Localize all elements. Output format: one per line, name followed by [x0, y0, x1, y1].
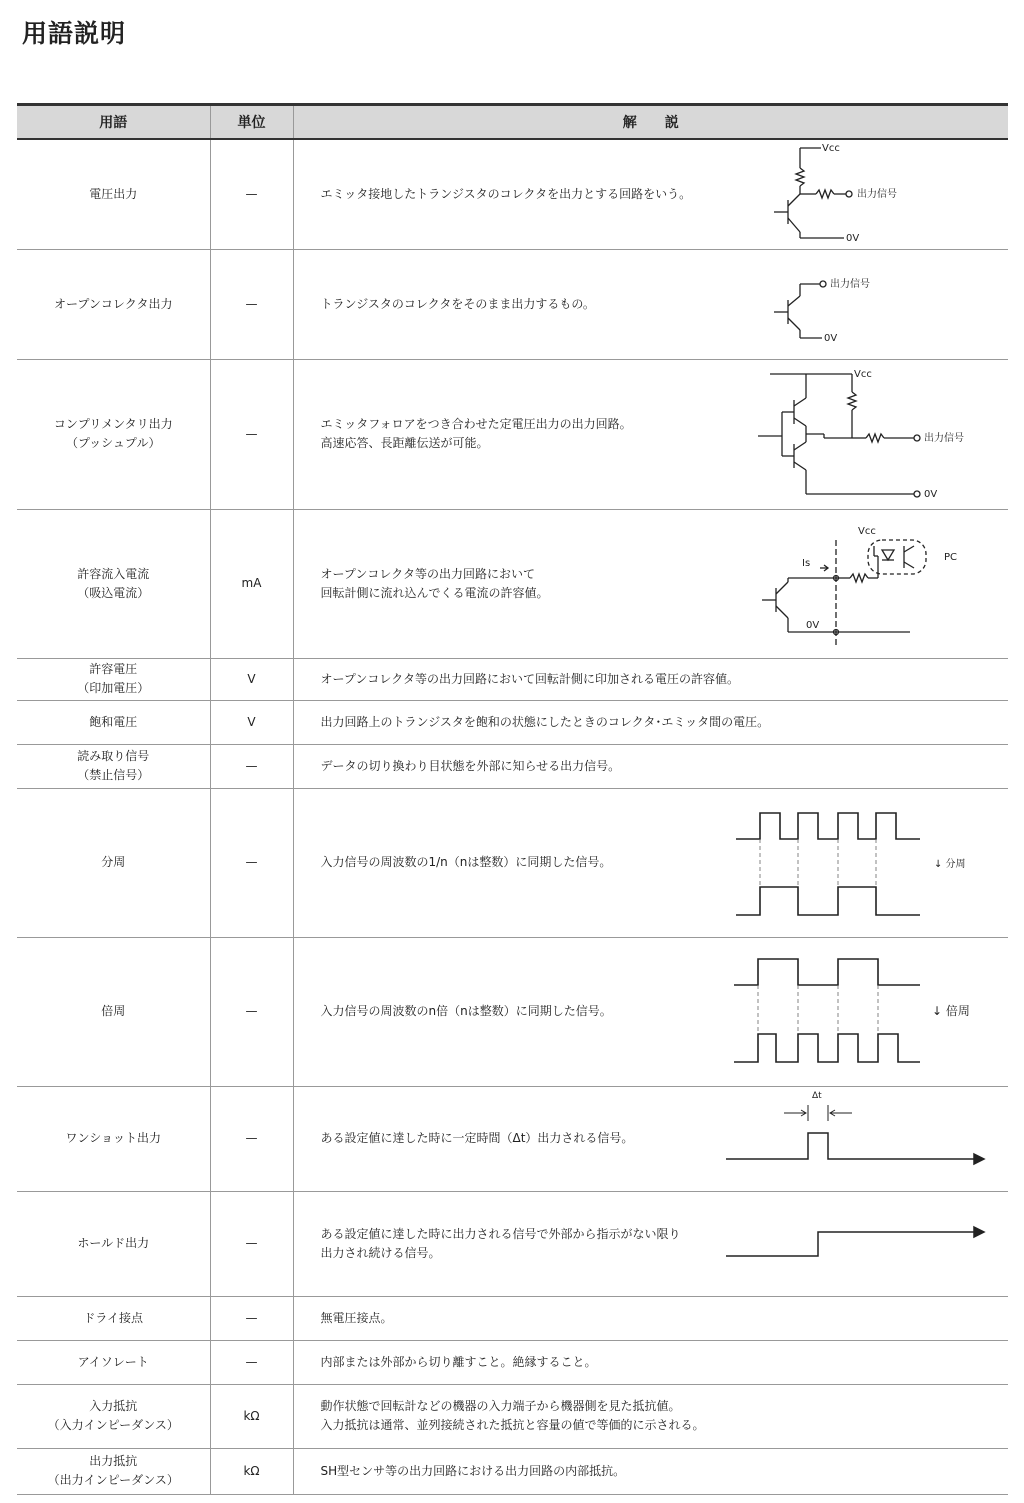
- term-line: （出力インピーダンス）: [47, 1473, 179, 1487]
- term-line: 許容流入電流: [77, 566, 150, 581]
- zero-volt-label: 0V: [923, 488, 937, 500]
- term-line: （プッシュプル）: [66, 436, 161, 450]
- desc-cell: [293, 139, 1008, 249]
- term-cell: [17, 658, 210, 700]
- term-cell: [17, 1384, 210, 1448]
- frequency-multiplication-waveform: [724, 938, 1004, 1087]
- unit-cell: —: [210, 1191, 293, 1296]
- desc-cell: [293, 700, 1008, 744]
- table-row: [17, 700, 1008, 744]
- desc-line: 回転計側に流れ込んでくる電流の許容値。: [320, 585, 549, 600]
- multiplication-label: ↓ 倍周: [931, 1003, 970, 1018]
- open-collector-circuit-diagram: [764, 250, 964, 360]
- complementary-circuit-diagram: [744, 360, 984, 510]
- term-line: ワンショット出力: [65, 1131, 161, 1145]
- desc-cell: [293, 744, 1008, 788]
- desc-cell: [293, 1086, 1008, 1191]
- desc-line: 入力信号の周波数の1/n（nは整数）に同期した信号。: [320, 855, 612, 869]
- voltage-output-circuit-diagram: [764, 140, 964, 250]
- unit-cell: —: [210, 1086, 293, 1191]
- term-cell: [17, 744, 210, 788]
- pc-label: PC: [943, 551, 957, 563]
- desc-line: データの切り換わり目状態を外部に知らせる出力信号。: [320, 758, 621, 773]
- header-desc: 解 説: [293, 105, 1008, 140]
- table-row: [17, 1296, 1008, 1340]
- vcc-label: Vcc: [853, 368, 872, 380]
- header-term: 用語: [17, 105, 210, 140]
- desc-cell: [293, 1384, 1008, 1448]
- desc-line: 出力回路上のトランジスタを飽和の状態にしたときのコレクタ･エミッタ間の電圧。: [320, 714, 770, 729]
- zero-volt-label: 0V: [823, 332, 837, 344]
- sink-current-circuit-diagram: [754, 510, 984, 659]
- vcc-label: Vcc: [857, 525, 876, 537]
- desc-line: SH型センサ等の出力回路における出力回路の内部抵抗。: [320, 1463, 626, 1478]
- unit-cell: —: [210, 1340, 293, 1384]
- zero-volt-label: 0V: [805, 619, 819, 631]
- desc-line: エミッタフォロアをつき合わせた定電圧出力の出力回路。: [320, 417, 632, 431]
- term-line: オープンコレクタ出力: [54, 296, 173, 311]
- term-line: 出力抵抗: [89, 1454, 138, 1468]
- desc-line: 入力抵抗は通常、並列接続された抵抗と容量の値で等価的に示される。: [320, 1418, 705, 1432]
- table-row: [17, 1191, 1008, 1296]
- table-row: [17, 1384, 1008, 1448]
- desc-line: トランジスタのコレクタをそのまま出力するもの。: [320, 296, 595, 311]
- output-signal-label: 出力信号: [923, 432, 964, 444]
- unit-cell: —: [210, 139, 293, 249]
- table-row: [17, 509, 1008, 658]
- unit-cell: —: [210, 788, 293, 937]
- term-line: アイソレート: [77, 1354, 149, 1369]
- table-row: [17, 658, 1008, 700]
- term-line: 倍周: [101, 1004, 126, 1018]
- term-cell: [17, 1448, 210, 1494]
- vcc-label: Vcc: [821, 143, 840, 154]
- page-title: 用語説明: [22, 19, 127, 48]
- term-cell: [17, 1086, 210, 1191]
- table-header-row: [17, 105, 1008, 140]
- table-row: [17, 1340, 1008, 1384]
- desc-cell: [293, 937, 1008, 1086]
- desc-cell: [293, 359, 1008, 509]
- table-row: [17, 1086, 1008, 1191]
- desc-line: 入力信号の周波数のn倍（nは整数）に同期した信号。: [320, 1004, 612, 1018]
- division-label: ↓ 分周: [933, 858, 966, 870]
- table-row: [17, 1448, 1008, 1494]
- table-row: [17, 937, 1008, 1086]
- term-cell: [17, 139, 210, 249]
- frequency-division-waveform: [724, 789, 1004, 938]
- desc-line: ある設定値に達した時に一定時間（Δt）出力される信号。: [320, 1131, 634, 1145]
- term-cell: [17, 249, 210, 359]
- hold-output-waveform: [724, 1192, 1004, 1297]
- output-signal-label: 出力信号: [829, 278, 870, 290]
- term-cell: [17, 1340, 210, 1384]
- table-row: [17, 249, 1008, 359]
- desc-cell: [293, 1296, 1008, 1340]
- term-cell: [17, 1191, 210, 1296]
- desc-line: 動作状態で回転計などの機器の入力端子から機器側を見た抵抗値。: [320, 1399, 681, 1413]
- term-line: 許容電圧: [89, 662, 138, 676]
- desc-cell: [293, 1340, 1008, 1384]
- output-signal-label: 出力信号: [856, 189, 897, 200]
- term-line: 入力抵抗: [89, 1399, 138, 1413]
- table-row: [17, 139, 1008, 249]
- desc-line: 高速応答、長距離伝送が可能。: [320, 436, 489, 450]
- desc-line: 無電圧接点。: [320, 1310, 393, 1325]
- unit-cell: —: [210, 359, 293, 509]
- term-line: 分周: [101, 855, 126, 869]
- desc-line: 内部または外部から切り離すこと。絶縁すること。: [320, 1354, 597, 1369]
- unit-cell: V: [210, 658, 293, 700]
- desc-cell: [293, 249, 1008, 359]
- delta-t-label: Δt: [811, 1090, 822, 1101]
- desc-cell: [293, 788, 1008, 937]
- term-line: （禁止信号）: [77, 768, 150, 782]
- term-cell: [17, 1296, 210, 1340]
- term-line: （入力インピーダンス）: [47, 1418, 179, 1432]
- table-row: [17, 359, 1008, 509]
- desc-cell: [293, 1448, 1008, 1494]
- term-cell: [17, 937, 210, 1086]
- unit-cell: —: [210, 249, 293, 359]
- term-line: 電圧出力: [89, 186, 138, 201]
- unit-cell: kΩ: [210, 1448, 293, 1494]
- desc-cell: [293, 658, 1008, 700]
- desc-line: オープンコレクタ等の出力回路において: [320, 566, 535, 581]
- desc-line: エミッタ接地したトランジスタのコレクタを出力とする回路をいう。: [320, 186, 692, 201]
- header-unit: 単位: [210, 105, 293, 140]
- terms-table: [17, 103, 1008, 1495]
- zero-volt-label: 0V: [845, 233, 859, 244]
- unit-cell: —: [210, 1296, 293, 1340]
- term-line: ホールド出力: [77, 1236, 150, 1250]
- unit-cell: kΩ: [210, 1384, 293, 1448]
- term-line: ドライ接点: [83, 1310, 144, 1325]
- unit-cell: —: [210, 937, 293, 1086]
- table-row: [17, 744, 1008, 788]
- one-shot-waveform: [724, 1087, 1004, 1192]
- desc-cell: [293, 1191, 1008, 1296]
- unit-cell: mA: [210, 509, 293, 658]
- term-cell: [17, 788, 210, 937]
- term-line: 読み取り信号: [77, 749, 150, 763]
- desc-line: 出力され続ける信号。: [320, 1245, 441, 1260]
- term-line: コンプリメンタリ出力: [53, 417, 173, 431]
- term-cell: [17, 509, 210, 658]
- desc-line: オープンコレクタ等の出力回路において回転計側に印加される電圧の許容値。: [320, 671, 739, 686]
- desc-line: ある設定値に達した時に出力される信号で外部から指示がない限り: [320, 1226, 681, 1241]
- table-row: [17, 788, 1008, 937]
- desc-cell: [293, 509, 1008, 658]
- term-line: （印加電圧）: [77, 681, 150, 695]
- term-cell: [17, 700, 210, 744]
- unit-cell: V: [210, 700, 293, 744]
- term-line: （吸込電流）: [77, 585, 150, 600]
- term-cell: [17, 359, 210, 509]
- term-line: 飽和電圧: [89, 714, 138, 729]
- unit-cell: —: [210, 744, 293, 788]
- is-label: Is: [801, 557, 810, 569]
